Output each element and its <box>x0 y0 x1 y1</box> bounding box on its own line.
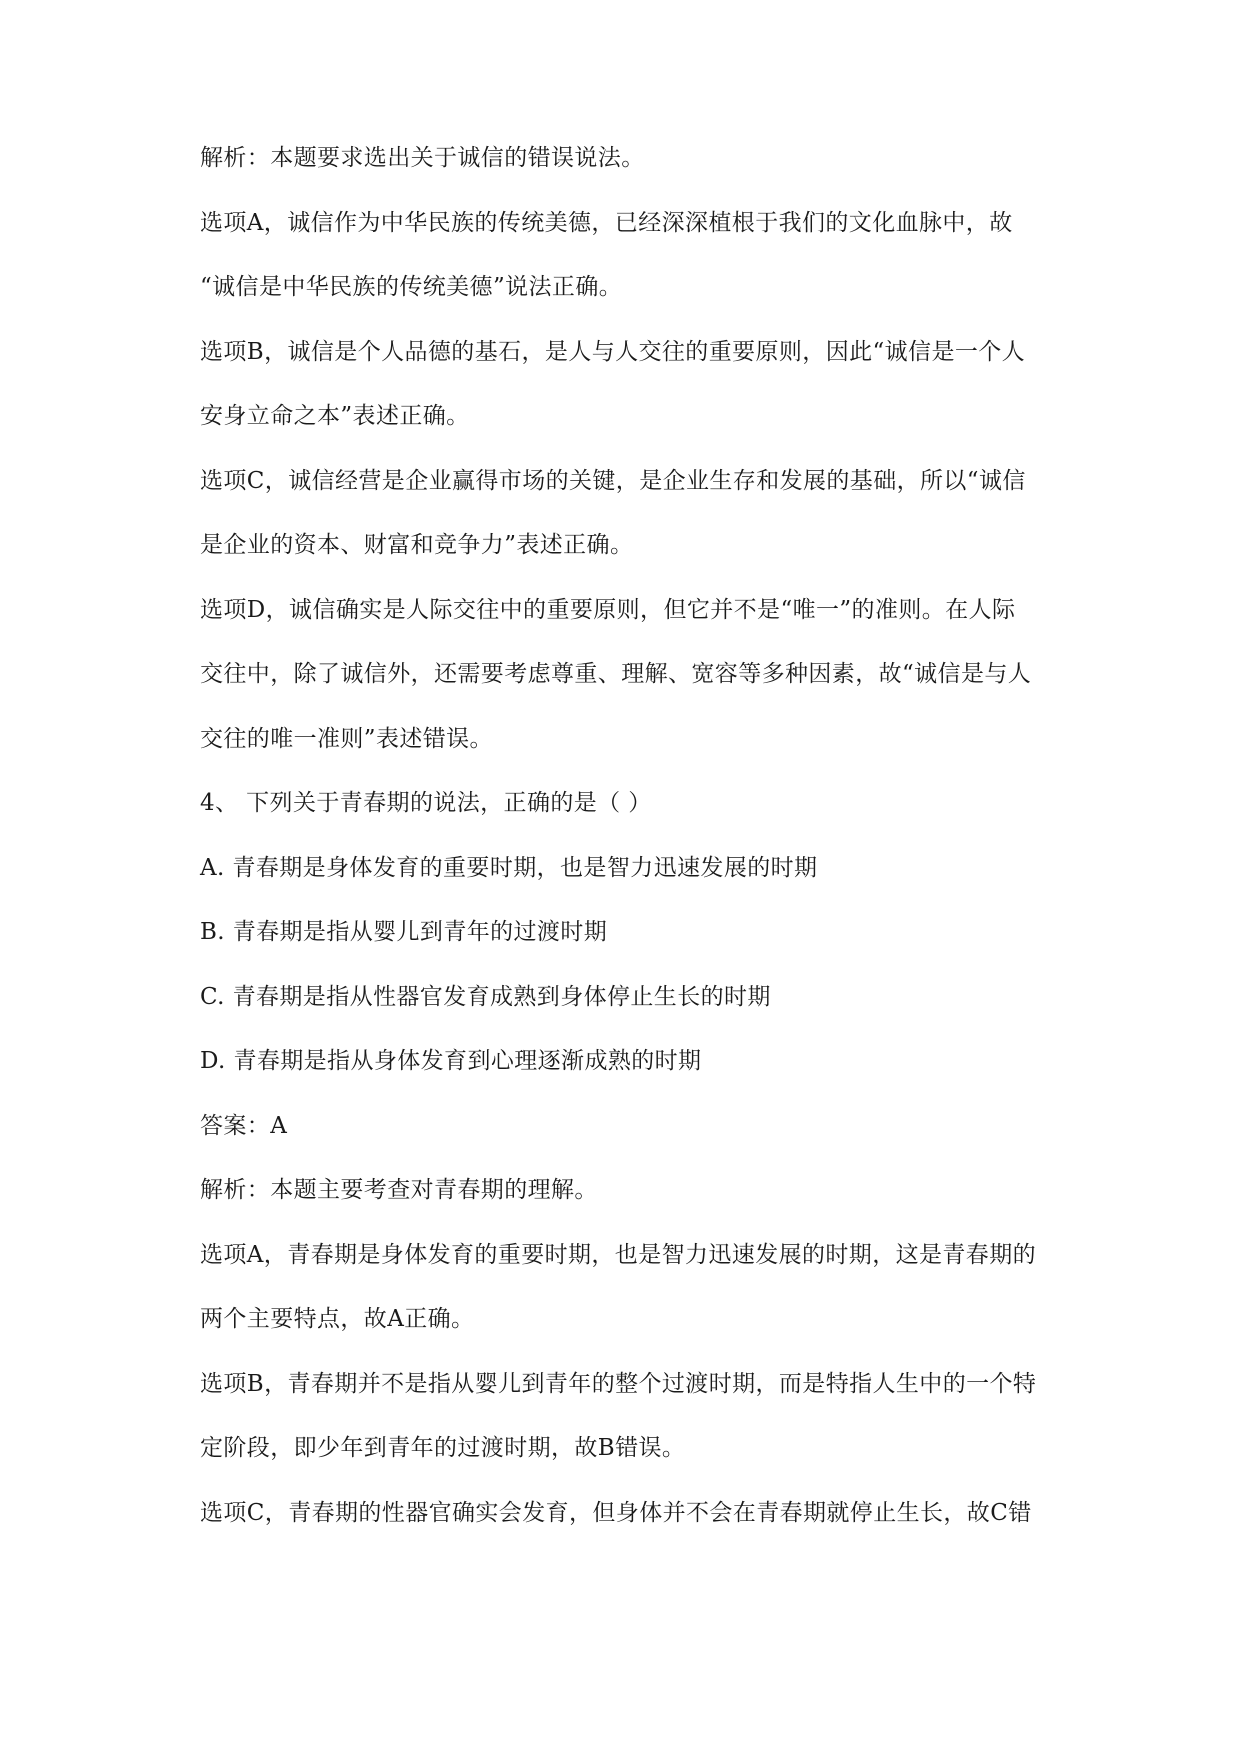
analysis-q3-option-d-line2: 交往中，除了诚信外，还需要考虑尊重、理解、宽容等多种因素，故“诚信是与人 <box>200 661 1032 687</box>
analysis-q3-option-a-line2: “诚信是中华民族的传统美德”说法正确。 <box>200 274 623 300</box>
analysis-q3-option-b-line2: 安身立命之本”表述正确。 <box>200 403 470 429</box>
question-4-choice-b: B. 青春期是指从婴儿到青年的过渡时期 <box>200 919 608 945</box>
analysis-q3-option-c-line1: 选项C，诚信经营是企业赢得市场的关键，是企业生存和发展的基础，所以“诚信 <box>200 467 1026 494</box>
analysis-q4-option-b-line1: 选项B，青春期并不是指从婴儿到青年的整个过渡时期，而是特指人生中的一个特 <box>200 1370 1037 1397</box>
analysis-q4-intro: 解析：本题主要考查对青春期的理解。 <box>200 1177 598 1203</box>
analysis-q4-option-c-line1: 选项C，青春期的性器官确实会发育，但身体并不会在青春期就停止生长，故C错 <box>200 1499 1032 1526</box>
analysis-q3-option-c-line2: 是企业的资本、财富和竞争力”表述正确。 <box>200 532 634 558</box>
question-4-choice-a: A. 青春期是身体发育的重要时期，也是智力迅速发展的时期 <box>200 854 818 881</box>
analysis-q3-option-d-line1: 选项D，诚信确实是人际交往中的重要原则，但它并不是“唯一”的准则。在人际 <box>200 596 1016 623</box>
analysis-q3-option-a-line1: 选项A，诚信作为中华民族的传统美德，已经深深植根于我们的文化血脉中，故 <box>200 209 1013 236</box>
question-4-choice-d: D. 青春期是指从身体发育到心理逐渐成熟的时期 <box>200 1048 702 1074</box>
question-4-answer: 答案：A <box>200 1112 288 1139</box>
analysis-q4-option-a-line2: 两个主要特点，故A正确。 <box>200 1306 475 1332</box>
analysis-q3-option-d-line3: 交往的唯一准则”表述错误。 <box>200 725 493 752</box>
analysis-q3-intro: 解析：本题要求选出关于诚信的错误说法。 <box>200 145 645 171</box>
analysis-q3-option-b-line1: 选项B，诚信是个人品德的基石，是人与人交往的重要原则，因此“诚信是一个人 <box>200 338 1026 365</box>
question-4-choice-c: C. 青春期是指从性器官发育成熟到身体停止生长的时期 <box>200 983 771 1010</box>
analysis-q4-option-b-line2: 定阶段，即少年到青年的过渡时期，故B错误。 <box>200 1435 686 1461</box>
analysis-q4-option-a-line1: 选项A，青春期是身体发育的重要时期，也是智力迅速发展的时期，这是青春期的 <box>200 1241 1037 1268</box>
page-content <box>200 142 1090 1529</box>
question-4-stem: 4、 下列关于青春期的说法，正确的是（ ） <box>200 790 652 816</box>
